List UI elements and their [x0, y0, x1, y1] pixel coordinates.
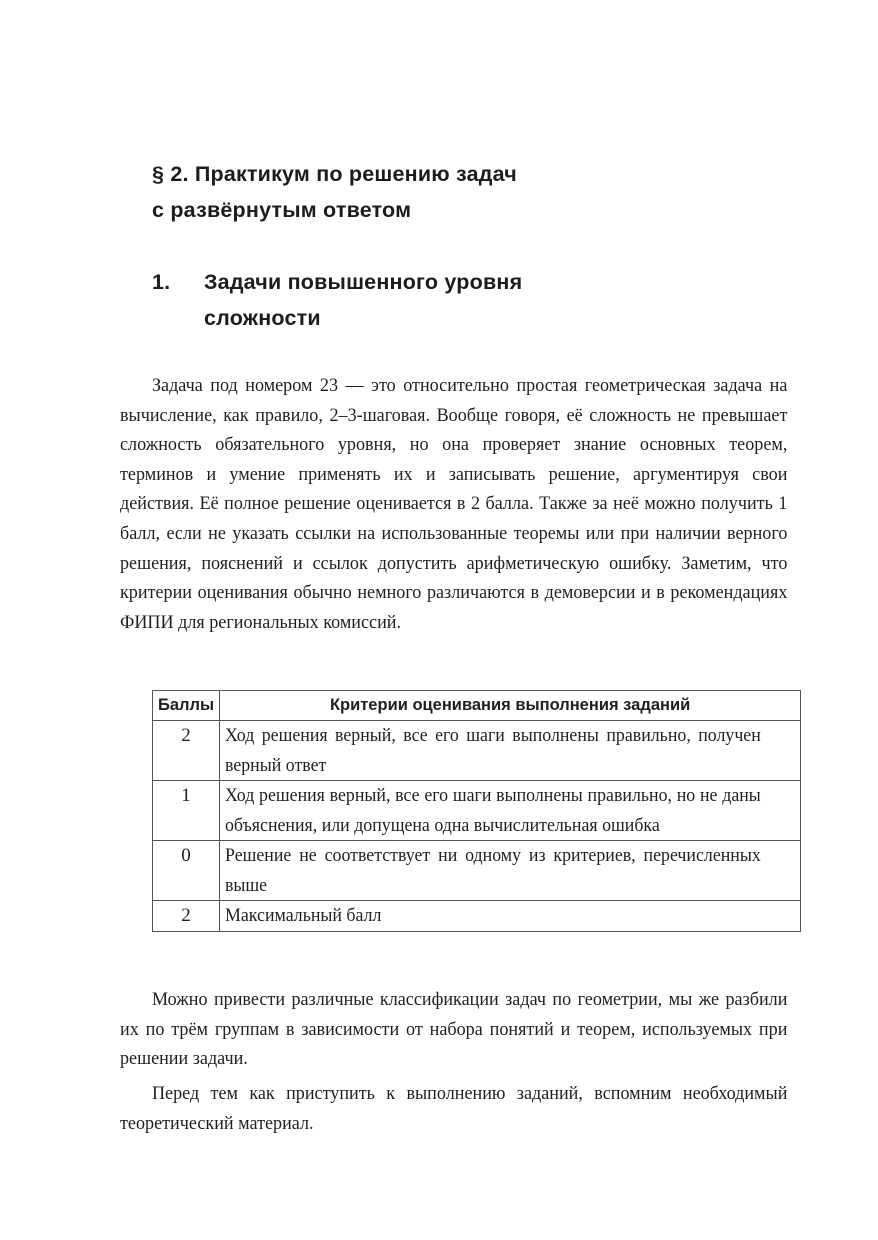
row-criterion: [220, 781, 801, 841]
transition-paragraph: Перед тем как приступить к выполнению заданий, вспомним необходимый теоретический материал.: [120, 1083, 788, 1134]
row-score: 2: [153, 901, 220, 932]
subsection-title: [204, 264, 604, 336]
row-criterion-text: Решение не соответствует ни одному из критериев, перечисленных выше: [225, 845, 761, 896]
header-score: Баллы: [153, 691, 220, 721]
table-row: [153, 781, 801, 841]
intro-paragraph: Задача под номером 23 — это относительно простая геометрическая задача на вычисление, как правило, 2–3-шаговая. Вообще говоря, её сложность не превышает сложность обязательного уровня, но она проверяет знание основных теорем, терминов и умение применять их и записывать решение, аргументируя свои действия. Её полное решение оценивается в 2 балла. Также за неё можно получить 1 балл, если не указать ссылки на использованные теоремы или при наличии верного решения, пояснений и ссылок допустить арифметическую ошибку. Заметим, что критерии оценивания обычно немного различаются в демоверсии и в рекомендациях ФИПИ для региональных комиссий.: [120, 375, 788, 633]
section-heading-line-2: с развёрнутым ответом: [152, 198, 412, 222]
header-criterion: Критерии оценивания выполнения заданий: [220, 691, 801, 721]
row-criterion-text: Ход решения верный, все его шаги выполнены правильно, получен верный ответ: [225, 725, 761, 776]
table-header-row: [153, 691, 801, 721]
row-criterion: [220, 721, 801, 781]
section-heading-line-1: § 2. Практикум по решению задач: [152, 162, 517, 186]
classification-paragraph: Можно привести различные классификации задач по геометрии, мы же разбили их по трём группам в зависимости от набора понятий и теорем, используемых при решении задачи.: [120, 989, 788, 1070]
row-criterion-text: Ход решения верный, все его шаги выполнены правильно, но не даны объяснения, или допущена одна вычислительная ошибка: [225, 785, 761, 836]
subsection-title-line-2: сложности: [204, 306, 321, 330]
table-row: [153, 721, 801, 781]
row-criterion-text: Максимальный балл: [225, 905, 382, 926]
row-criterion: [220, 841, 801, 901]
row-score: 2: [153, 721, 220, 781]
criteria-table: [152, 690, 801, 932]
row-score: 1: [153, 781, 220, 841]
row-score: 0: [153, 841, 220, 901]
row-criterion: [220, 901, 801, 932]
subsection-title-line-1: Задачи повышенного уровня: [204, 270, 523, 294]
table-row: [153, 901, 801, 932]
table-row: [153, 841, 801, 901]
section-heading: [152, 156, 517, 228]
subsection-number: 1.: [152, 270, 171, 294]
